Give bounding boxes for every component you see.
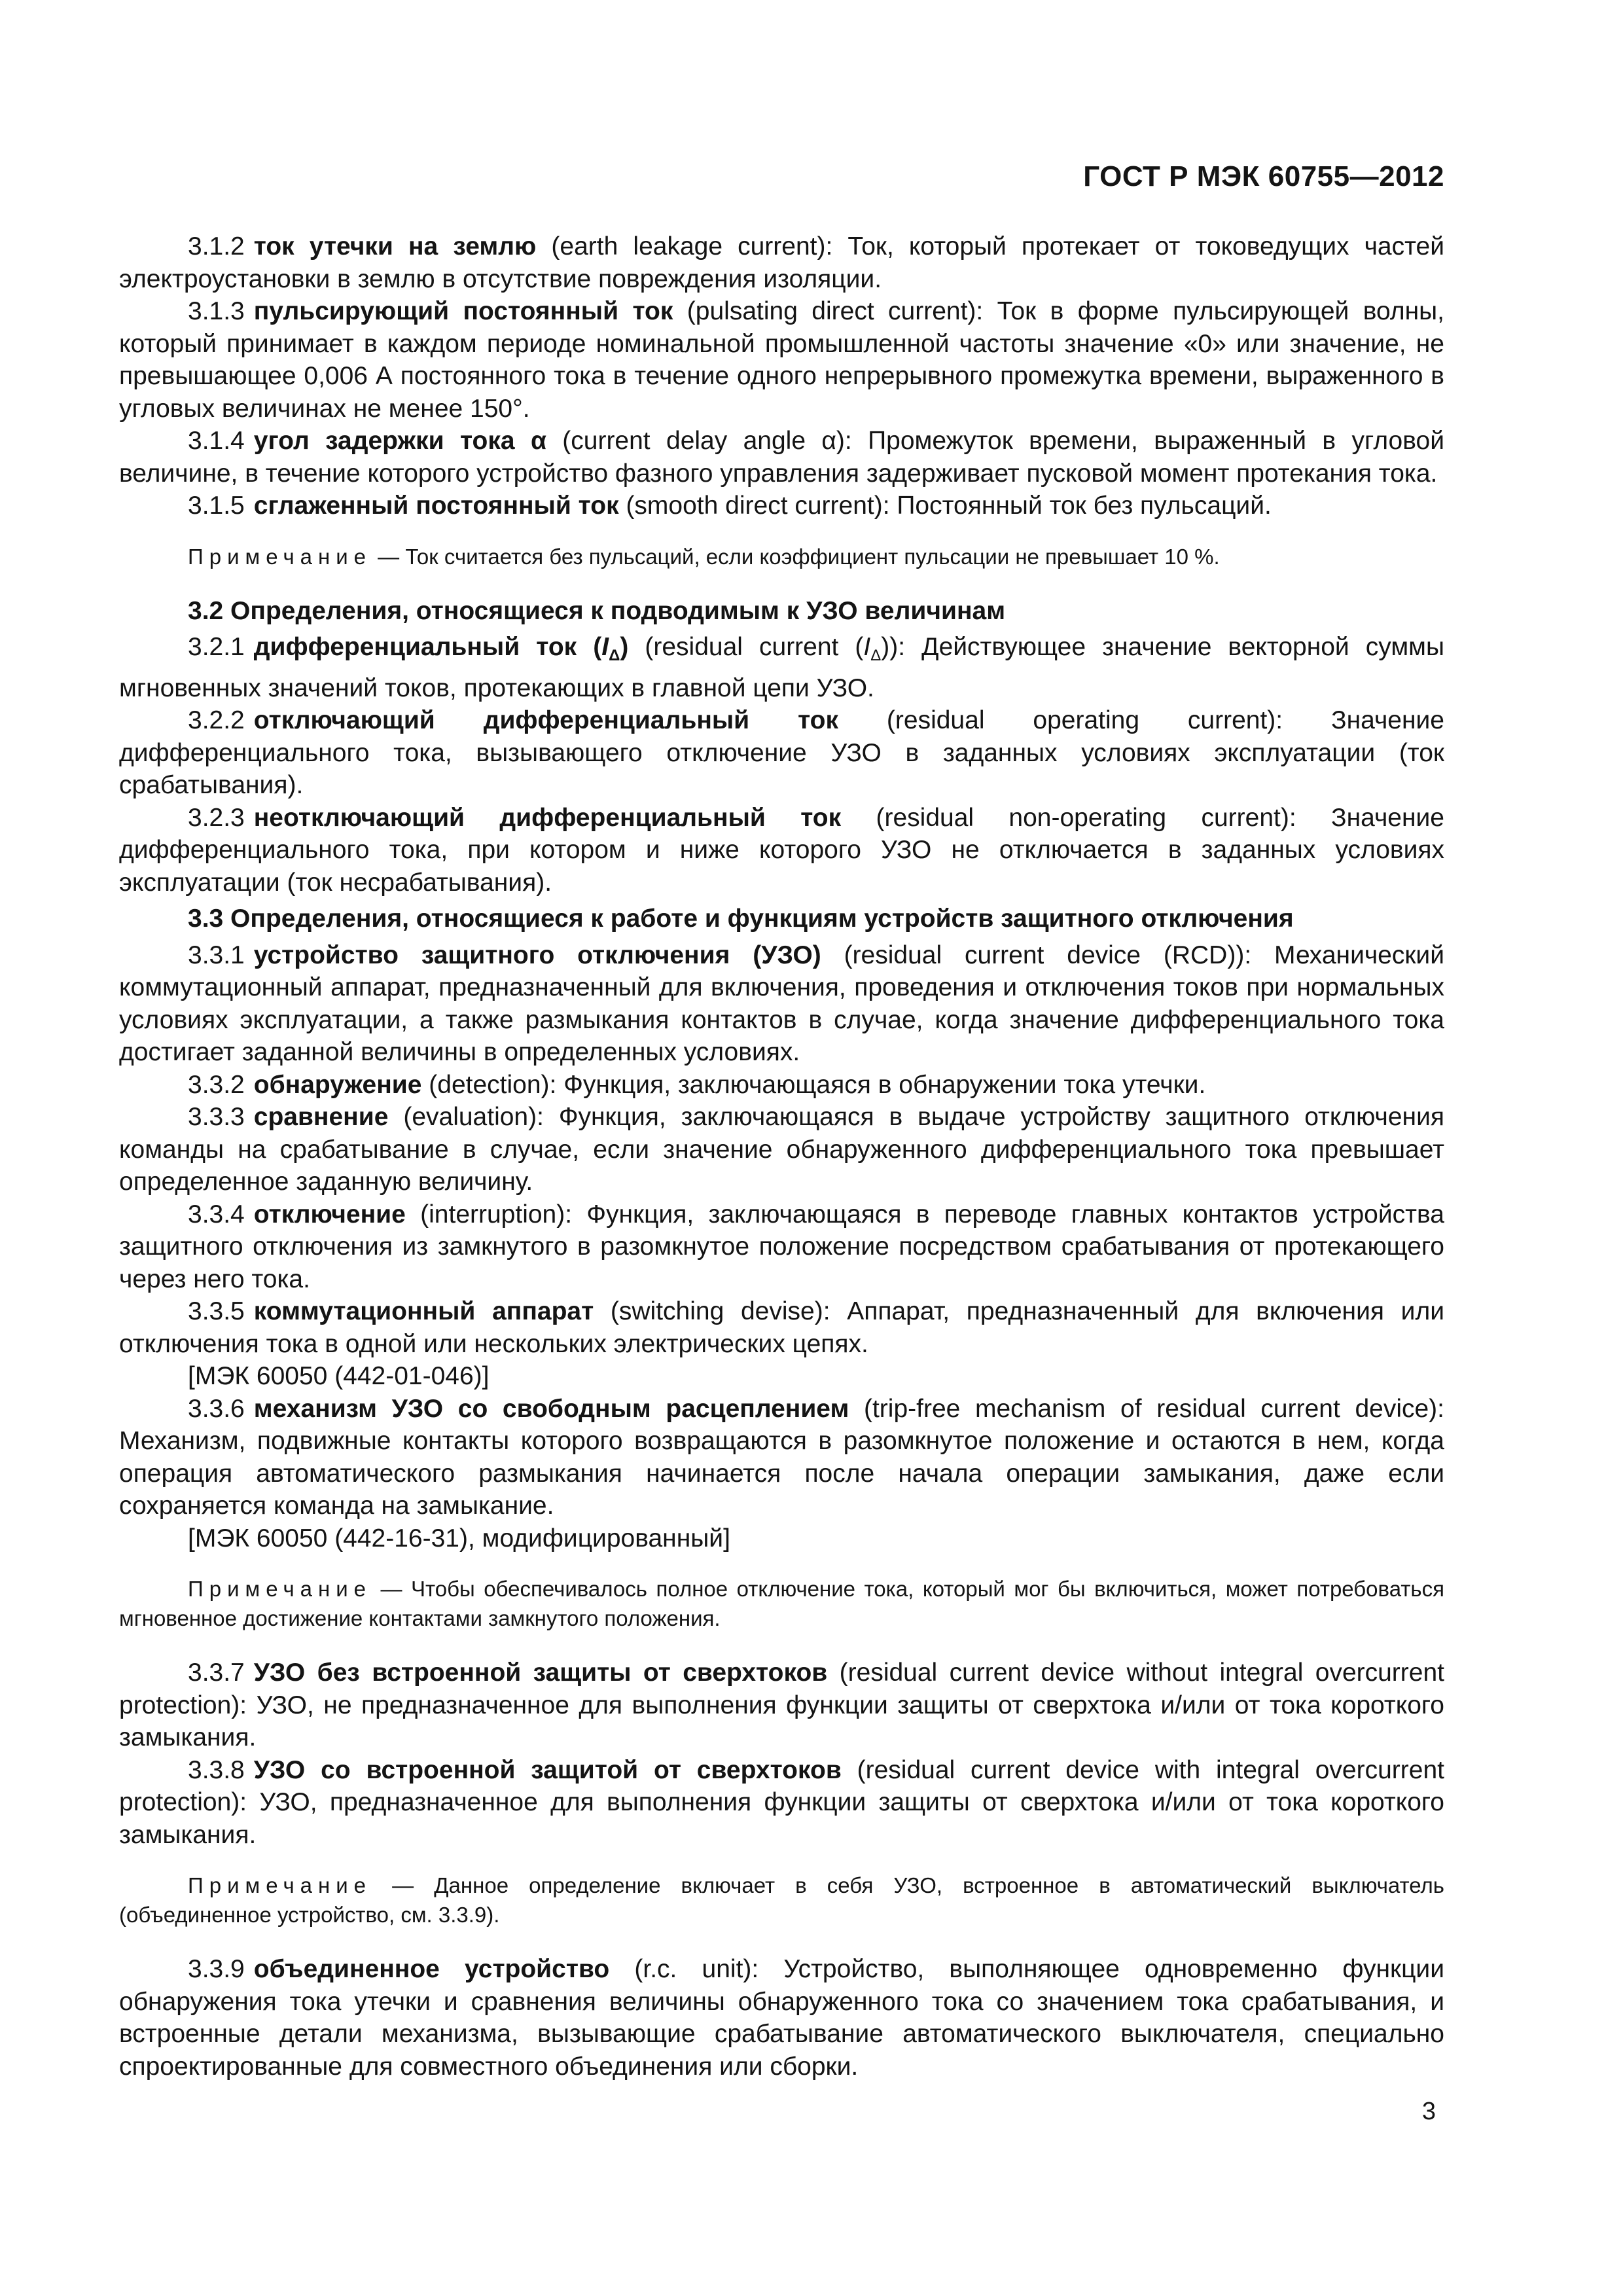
definition-text: (residual operating current): Значение дифференциального тока, вызывающего отключение УЗО в заданных условиях эксплуатации (ток срабатывания). <box>119 706 1444 799</box>
clause-number: 3.3.4 <box>188 1200 245 1229</box>
definition-3-3-6 <box>119 1393 1444 1522</box>
term: сглаженный постоянный ток <box>253 492 619 520</box>
definition-3-1-4 <box>119 425 1444 490</box>
term: неотключающий дифференциальный ток <box>253 803 842 832</box>
term: устройство защитного отключения (УЗО) <box>253 941 821 969</box>
term: отключающий дифференциальный ток <box>253 706 838 734</box>
section-heading-3-3: 3.3 Определения, относящиеся к работе и функциям устройств защитного отключения <box>188 905 1294 933</box>
term: коммутационный аппарат <box>253 1297 594 1325</box>
standard-header: ГОСТ Р МЭК 60755—2012 <box>1083 160 1444 192</box>
symbol: I <box>601 633 609 661</box>
note-3 <box>119 1871 1444 1929</box>
definition-3-2-3 <box>119 802 1444 899</box>
definition-3-3-8 <box>119 1754 1444 1852</box>
term: механизм УЗО со свободным расцеплением <box>253 1394 849 1423</box>
clause-number: 3.1.3 <box>188 297 245 325</box>
term: обнаружение <box>253 1070 422 1099</box>
note-label: Примечание <box>188 1873 372 1897</box>
definition-3-3-5 <box>119 1295 1444 1360</box>
term: сравнение <box>253 1103 389 1131</box>
definition-3-3-1 <box>119 939 1444 1069</box>
definition-text: (current delay angle α): Промежуток времени, выраженный в угловой величине, в течение которого устройство фазного управления задерживает пусковой момент протекания тока. <box>119 427 1444 488</box>
clause-number: 3.1.4 <box>188 427 245 455</box>
definition-3-2-2 <box>119 704 1444 802</box>
note-1 <box>119 542 1444 571</box>
term: ток утечки на землю <box>253 232 537 260</box>
term: УЗО без встроенной защиты от сверхтоков <box>253 1659 828 1687</box>
definition-3-3-3 <box>119 1101 1444 1198</box>
definition-text: (trip-free mechanism of residual current device): Механизм, подвижные контакты которого возвращаются в разомкнутое положение и остаются в нем, когда операция автоматического размыкания начинается после начала операции замыкания, даже если сохраняется команда на замыкание. <box>119 1394 1445 1520</box>
definition-3-3-4 <box>119 1198 1444 1296</box>
clause-number: 3.3.5 <box>188 1297 245 1325</box>
clause-number: 3.3.1 <box>188 941 245 969</box>
note-text: — Данное определение включает в себя УЗО, встроенное в автоматический выключатель (объединенное устройство, см. 3.3.9). <box>119 1873 1444 1927</box>
definition-text: (detection): Функция, заключающаяся в обнаружении тока утечки. <box>421 1070 1206 1099</box>
clause-number: 3.2.1 <box>188 633 245 661</box>
clause-number: 3.1.2 <box>188 232 245 260</box>
clause-number: 3.2.3 <box>188 803 245 832</box>
definition-text: (residual current device without integral overcurrent protection): УЗО, не предназначенное для выполнения функции защиты от сверхтока и/или от тока короткого замыкания. <box>119 1659 1444 1751</box>
clause-number: 3.3.6 <box>188 1394 245 1423</box>
clause-number: 3.3.2 <box>188 1070 245 1099</box>
definition-text: (smooth direct current): Постоянный ток без пульсаций. <box>618 492 1272 520</box>
reference-3-3-5: [МЭК 60050 (442-01-046)] <box>188 1362 490 1390</box>
symbol: I <box>863 633 871 661</box>
definition-3-3-2 <box>119 1069 1444 1102</box>
definition-text: (earth leakage current): Ток, который протекает от токоведущих частей электроустановки в землю в отсутствие повреждения изоляции. <box>119 232 1445 293</box>
definition-3-2-1: 3.2.1 дифференциальный ток $(I_\Delta)$ (residual current $(I_\Delta)$): Действующее значение векторной суммы мгновенных значений токов, протекающих в главной цепи УЗО. <box>119 633 1444 702</box>
definition-3-1-5 <box>119 490 1444 522</box>
definition-text: (pulsating direct current): Ток в форме пульсирующей волны, который принимает в каждом периоде номинальной промышленной частоты значение «0» или значение, не превышающее 0,006 А постоянного тока в течение одного непрерывного промежутка времени, выраженного в угловых величинах не менее 150°. <box>119 297 1444 423</box>
clause-number: 3.2.2 <box>188 706 245 734</box>
clause-number: 3.3.8 <box>188 1755 245 1784</box>
definition-text: (residual current device with integral overcurrent protection): УЗО, предназначенное для выполнения функции защиты от сверхтока и/или от тока короткого замыкания. <box>119 1755 1444 1849</box>
clause-number: 3.3.7 <box>188 1659 245 1687</box>
reference-3-3-6: [МЭК 60050 (442-16-31), модифицированный] <box>188 1524 730 1552</box>
definition-text: (interruption): Функция, заключающаяся в переводе главных контактов устройства защитного отключения из замкнутого в разомкнутое положение посредством срабатывания от протекающего через него тока. <box>119 1200 1444 1293</box>
term: УЗО со встроенной защитой от сверхтоков <box>253 1755 842 1784</box>
definition-text: (switching devise): Аппарат, предназначенный для включения или отключения тока в одной или нескольких электрических цепях. <box>119 1297 1445 1358</box>
definition-text: )): Действующее значение векторной суммы мгновенных значений токов, протекающих в главной цепи УЗО. <box>119 633 1444 702</box>
note-text: — Ток считается без пульсаций, если коэффициент пульсации не превышает 10 %. <box>372 544 1220 569</box>
definition-text: (residual non-operating current): Значение дифференциального тока, при котором и ниже которого УЗО не отключается в заданных условиях эксплуатации (ток несрабатывания). <box>119 803 1444 897</box>
term: объединенное устройство <box>253 1955 610 1983</box>
clause-number: 3.3.9 <box>188 1955 245 1983</box>
definition-text: (residual current device (RCD)): Механический коммутационный аппарат, предназначенный для включения, проведения и отключения токов при нормальных условиях эксплуатации, а также размыкания контактов в случае, когда значение дифференциального тока достигает заданной величины в определенных условиях. <box>119 941 1444 1066</box>
definition-text: (evaluation): Функция, заключающаяся в выдаче устройству защитного отключения команды на срабатывание в случае, если значение обнаруженного дифференциального тока превышает определенное заданную величину. <box>119 1103 1444 1196</box>
subscript: Δ <box>609 647 620 664</box>
definition-3-3-7 <box>119 1657 1444 1754</box>
page-number: 3 <box>1421 2098 1436 2125</box>
section-heading-3-2: 3.2 Определения, относящиеся к подводимым к УЗО величинам <box>188 596 1006 625</box>
definition-3-1-3 <box>119 295 1444 425</box>
definition-3-1-2 <box>119 230 1444 295</box>
term: пульсирующий постоянный ток <box>253 297 673 325</box>
term: угол задержки тока α <box>253 427 546 455</box>
subscript: Δ <box>870 647 882 664</box>
term: дифференциальный ток $(I_\Delta)$ <box>253 633 629 664</box>
clause-number: 3.3.3 <box>188 1103 245 1131</box>
document-body <box>119 230 1444 2083</box>
note-2 <box>119 1574 1444 1633</box>
clause-number: 3.1.5 <box>188 492 245 520</box>
definition-3-3-9 <box>119 1953 1444 2083</box>
definition-text: (r.c. unit): Устройство, выполняющее одновременно функции обнаружения тока утечки и сравнения величины обнаруженного тока со значением тока срабатывания, и встроенные детали механизма, вызывающие срабатывание автоматического выключателя, специально спроектированные для совместного объединения или сборки. <box>119 1955 1444 2081</box>
note-label: Примечание <box>188 1577 372 1601</box>
term: отключение <box>253 1200 406 1229</box>
note-text: — Чтобы обеспечивалось полное отключение тока, который мог бы включиться, может потребоваться мгновенное достижение контактами замкнутого положения. <box>119 1577 1444 1630</box>
note-label: Примечание <box>188 544 372 569</box>
